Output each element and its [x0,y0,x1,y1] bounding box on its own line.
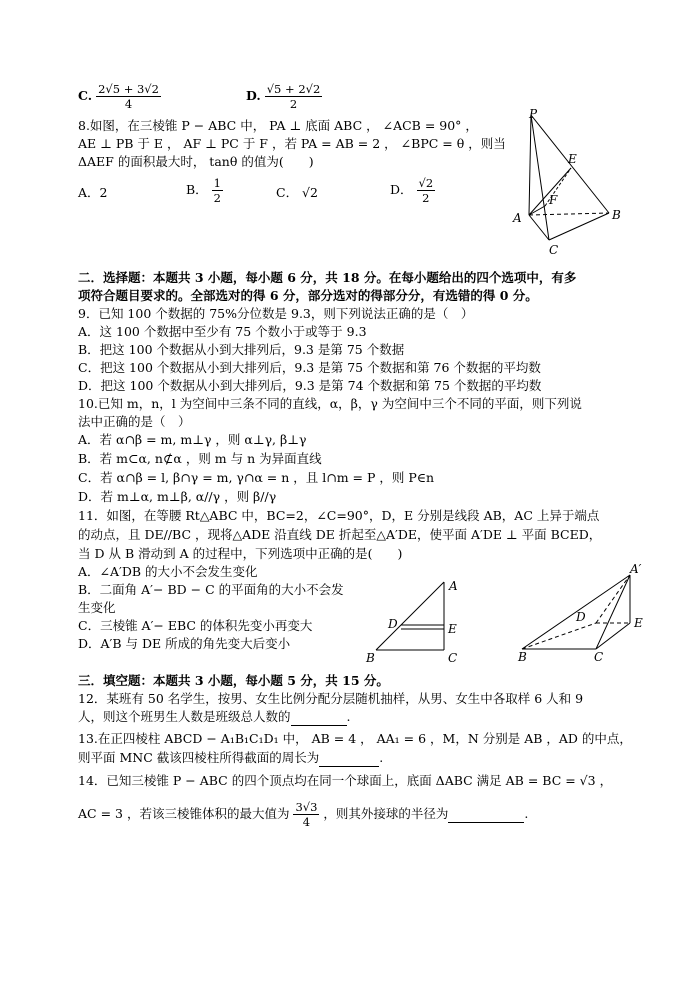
numerator: 1 [213,176,221,190]
q11-option-a: A．∠A′DB 的大小不会发生变化 [78,564,258,579]
option-label: D. [246,88,261,103]
q8-line3: ΔAEF 的面积最大时， tanθ 的值为( ) [78,154,314,169]
denominator: 2 [422,191,430,205]
q9-option-a: A．这 100 个数据中至少有 75 个数小于或等于 9.3 [78,324,367,339]
q7-option-c-fraction [96,82,161,111]
numerator: 2√5 + 3√2 [98,82,159,96]
numerator: √5 + 2√2 [266,82,321,96]
q12-line2-end: . [346,709,351,724]
q10-option-d: D．若 m⊥α, m⊥β, α//γ ，则 β//γ [78,489,277,504]
q11-option-b-line1: B．二面角 A′− BD − C 的平面角的大小不会发 [78,582,344,597]
label-b: B [612,208,621,222]
denominator: 2 [213,191,221,205]
numerator: 3√3 [295,800,318,814]
q8-option-a: A．2 [78,185,108,200]
q10-line1: 10.已知 m，n，l 为空间中三条不同的直线，α，β，γ 为空间中三个不同的平面，则下列说 [78,396,582,411]
q13-line2-end: . [379,750,384,765]
numerator: √2 [418,176,434,190]
edge-pa [529,115,531,215]
q14-answer-blank[interactable] [448,805,524,823]
label-a: A [449,579,458,593]
q11-option-b-line2: 生变化 [78,600,116,615]
q13-line2 [78,749,383,767]
q14-line2-text-b: ，则其外接球的半径为 [323,806,449,821]
q14-fraction [293,800,319,829]
option-label: C. [78,88,93,103]
q8-option-d [390,176,435,205]
q11-line2: 的动点，且 DE//BC ，现将△ADE 沿直线 DE 折起至△A′DE，使平面 A′DE ⊥ 平面 BCED， [78,527,602,542]
label-p: P [529,108,538,121]
label-f: F [549,193,558,207]
edge-cb [549,213,609,240]
q11-triangle-figure [364,576,474,666]
q9-option-b: B．把这 100 个数据从小到大排列后，9.3 是第 75 个数据 [78,342,405,357]
denominator: 4 [302,815,311,829]
q8-option-b-fraction [212,176,223,205]
option-label: B． [186,182,208,197]
q11-option-c: C．三棱锥 A′− EBC 的体积先变小再变大 [78,618,313,633]
label-d: D [388,617,398,631]
option-label: D． [390,182,413,197]
edge-ab [529,213,609,215]
q13-answer-blank[interactable] [319,749,379,767]
section2-heading-line2: 项符合题目要求的。全部选对的得 6 分，部分选对的得部分分，有选错的得 0 分。 [78,288,538,303]
q10-option-a: A．若 α∩β = m, m⊥γ ，则 α⊥γ, β⊥γ [78,432,307,447]
label-e: E [448,622,457,636]
label-b: B [366,651,375,665]
q9-option-c: C．把这 100 个数据从小到大排列后，9.3 是第 75 个数据和第 76 个数据的平均数 [78,360,541,375]
label-e: E [634,616,643,630]
label-a: A [513,211,522,225]
label-c: C [549,243,559,257]
q8-option-d-fraction [417,176,436,205]
q10-line2: 法中正确的是（ ） [78,414,191,429]
denominator: 2 [289,97,298,111]
q8-line1: 8.如图，在三棱锥 P − ABC 中， PA ⊥ 底面 ABC ， ∠ACB = 90° ， [78,118,478,133]
edge-ab [376,582,444,650]
label-e: E [568,152,577,166]
label-a-prime: A′ [630,562,642,576]
q14-line2 [78,800,528,829]
edge-ce [596,623,630,649]
q12-line2-text: 人，则这个班男生人数是班级总人数的 [78,709,291,724]
q12-answer-blank[interactable] [291,708,347,726]
label-c: C [594,650,604,664]
q11-option-d: D．A′B 与 DE 所成的角先变大后变小 [78,636,291,651]
q9-stem: 9．已知 100 个数据的 75%分位数是 9.3，则下列说法正确的是（ ） [78,306,474,321]
label-c: C [448,651,458,665]
q9-option-d: D．把这 100 个数据从小到大排列后，9.3 是第 74 个数据和第 75 个数据的平均数 [78,378,542,393]
q8-option-b [186,176,223,205]
q11-folded-pyramid-figure [512,561,652,665]
section2-heading-line1: 二．选择题：本题共 3 小题，每小题 6 分，共 18 分。在每小题给出的四个选项中，有多 [78,270,577,285]
section3-heading: 三．填空题：本题共 3 小题，每小题 5 分，共 15 分。 [78,673,389,688]
q14-line2-end: . [524,806,529,821]
segment-ae [529,168,571,215]
q14-line1: 14．已知三棱锥 P − ABC 的四个顶点均在同一个球面上，底面 ΔABC 满足 AB = BC = √3 ， [78,773,613,788]
q13-line2-text: 则平面 MNC 截该四棱柱所得截面的周长为 [78,750,320,765]
label-d: D [576,610,586,624]
label-b: B [518,650,527,664]
q10-option-c: C．若 α∩β = l, β∩γ = m, γ∩α = n ，且 l∩m = P ，则 P∈n [78,470,435,485]
edge-da-prime [596,575,630,623]
q7-option-d [246,82,322,111]
q13-line1: 13.在正四棱柱 ABCD − A₁B₁C₁D₁ 中， AB = 4 ， AA₁ = 6 ，M，N 分别是 AB ，AD 的中点， [78,731,632,746]
q11-line3: 当 D 从 B 滑动到 A 的过程中，下列选项中正确的是( ) [78,546,403,561]
q11-line1: 11．如图，在等腰 Rt△ABC 中，BC=2，∠C=90°，D，E 分别是线段 AB，AC 上异于端点 [78,508,600,523]
q8-tetrahedron-figure [505,108,630,258]
q12-line2 [78,708,351,726]
denominator: 4 [124,97,133,111]
q8-line2: AE ⊥ PB 于 E ， AF ⊥ PC 于 F ，若 PA = AB = 2 ， ∠BPC = θ ，则当 [78,136,506,151]
q8-option-c: C． √2 [276,185,318,200]
q10-option-b: B．若 m⊂α, n⊄α ，则 m 与 n 为异面直线 [78,451,322,466]
segment-af [529,206,545,215]
q7-option-c [78,82,161,111]
edge-bd [522,623,596,649]
q12-line1: 12．某班有 50 名学生，按男、女生比例分配分层随机抽样，从男、女生中各取样 6 人和 9 [78,691,584,706]
q14-line2-text-a: AC = 3 ，若该三棱锥体积的最大值为 [78,806,290,821]
q7-option-d-fraction [265,82,323,111]
